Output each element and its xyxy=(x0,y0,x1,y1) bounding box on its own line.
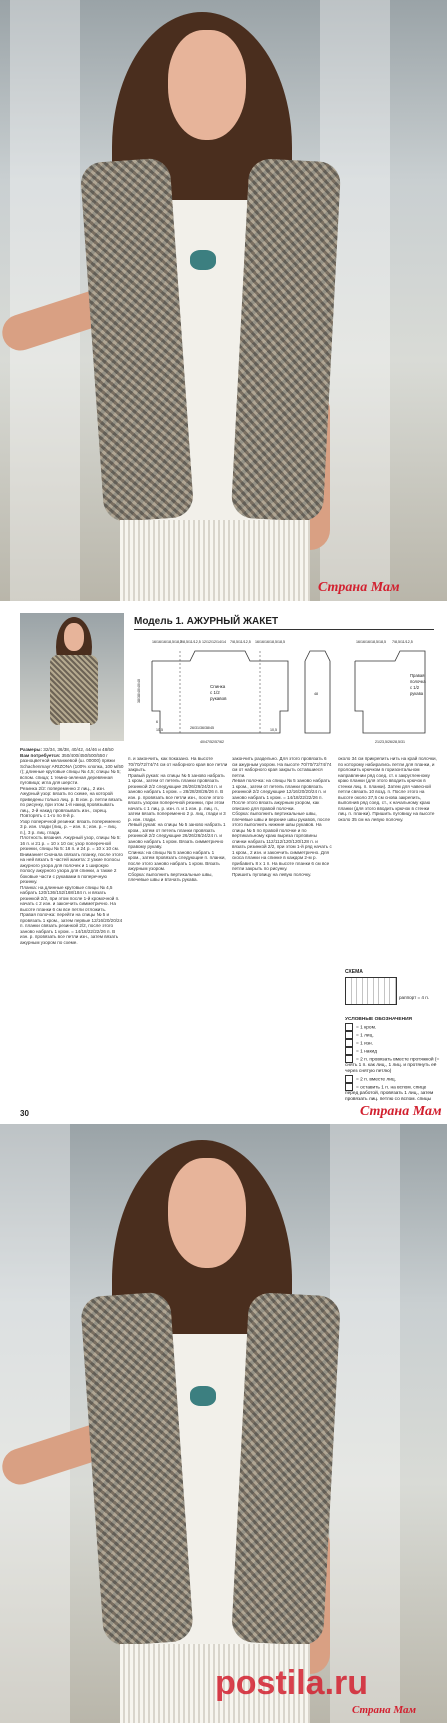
symbol-icon xyxy=(345,1047,353,1055)
front-label-1: Правая xyxy=(410,673,425,678)
legend-text: = оставить 1 п. на вспом. спице перед работой, провязать 1 лиц., затем провязать лиц. петлю со вспом. спицы xyxy=(345,1085,434,1102)
top-dim: 12/12/12/14/14 xyxy=(202,640,226,644)
paragraph: Левая полочка: на спицы № 5 заново набрать 1 кром., затем от петель планки провязать резинкой 2/2 следующие 12/16/20/20/24 п. и заново набрать 1 кром. = 14/18/22/22/26 п. После этого вязать ажурным узором, как описано для правой полочки. xyxy=(232,778,331,811)
jacket-button xyxy=(190,1386,216,1406)
front-bottom-dim: 21/23,5/26/28,5/31 xyxy=(375,740,405,744)
top-photo xyxy=(0,0,447,601)
bottom-dim: 26/31/36/38/45 xyxy=(190,726,214,730)
magazine-page xyxy=(0,601,447,1124)
jacket-button xyxy=(190,250,216,270)
skirt-fringe xyxy=(120,520,310,601)
page-number: 30 xyxy=(20,1109,29,1118)
paragraph: закончить раздельно. Для этого провязать 6 см ажурным узором. На высоте 70/70/72/74/74 см от наборного края закрыть оставшиеся петли. xyxy=(232,756,332,778)
paragraph: п. и закончить, как показано. На высоте 70/70/72/74/74 см от наборного края все петли закрыть. xyxy=(128,756,228,772)
model-face xyxy=(168,30,246,140)
paragraph: Планка: на длинные круговые спицы № 4,5 набрать 120/136/152/168/184 п. и вязать резинкой 2/2, при этом после 1-й кромочной п. начать с 2 изн. и закончить симметрично. На высоте планки 6 см все петли отложить. xyxy=(20,884,120,912)
legend xyxy=(345,1017,440,1102)
jacket-right xyxy=(231,158,342,522)
side-label: 48 xyxy=(314,692,318,696)
legend-text: = 1 изн. xyxy=(356,1041,373,1047)
small-dim: 6 xyxy=(156,720,158,724)
paragraph: Внимание! Сначала связать планку, после этого на ней вязать 5 частей жакета: 2 узкие полосы ажурного узора для полочек и 1 широкую полосу ажурного узора для спинки, а также 2 боковые части с рукавами в поперечную резинку. xyxy=(20,851,123,884)
front-label-4: рукава xyxy=(410,691,424,696)
legend-item xyxy=(345,1031,440,1039)
sizes-value: 32/34, 36/38, 40/42, 44/46 и 48/50 xyxy=(43,747,114,752)
pattern-diagram xyxy=(130,633,440,753)
legend-item xyxy=(345,1055,440,1075)
small-dim: 10,5 xyxy=(270,728,277,732)
legend-text: = 2 п. вместе лиц. xyxy=(356,1076,396,1082)
text-column-2 xyxy=(128,756,228,1106)
back-label-2: с 1/2 xyxy=(210,690,220,695)
symbol-icon xyxy=(345,1031,353,1039)
legend-item xyxy=(345,1075,440,1083)
paragraph: Спинка: на спицы № 5 заново набрать 1 кром., затем провязать следующие п. планки, после этого заново набрать 1 кром. Вязать ажурным узором. xyxy=(128,849,226,871)
back-outline xyxy=(152,651,288,733)
jacket-right xyxy=(231,1292,341,1646)
materials-text: 350/400/450/500/550 г разноцветной меланжевой (ш. 00000) пряжи Schachenmayr ARIZONA (100% хлопка, 100 м/50 г); длинные круговые спицы № 4,5; спицы № 5; вспом. спица; 1 темно-зеленая деревянная пуговица; игла для шерсти. xyxy=(20,752,124,785)
back-label-1: Спинка xyxy=(210,684,226,689)
sizes-heading: Размеры: xyxy=(20,747,42,752)
thumbnail-skirt xyxy=(60,723,90,741)
paragraph: Правая полочка: перейти на спицы № 5 и провязать 1 кром., затем первые 12/16/20/20/24 п. планки связать резинкой 2/2, после этого заново набрать 1 кром. = 14/18/22/22/26 п. В изн. р. провязать все петли изн., затем вязать ажурным узором по схеме. xyxy=(20,912,123,945)
top-dim: 16/16/16/18,5/18,5 xyxy=(255,640,285,644)
watermark-bottom: postila.ru xyxy=(215,1664,369,1702)
thumbnail-jacket xyxy=(50,655,98,725)
paragraph: околo 34 см прикрепить нить на край полочки, по которому набирались петли для планки, и проложить крючком в горизонтальном направлении ряд соед. ст. к закругленному краю планки (для этого вводить крючок в стенки лиц. п. планки). Затем для чавесной петли связать 10 возд. п. После этого на высоте около 37,5 см снова закрепить, выполнив ряд соед. ст., к начальному краю планки (для этого вводить крючок в стенки лиц. п. планки). Пришить пуговицу на высоте около 35 см на левую полочку. xyxy=(338,756,437,822)
watermark-bottom-small: Страна Мам xyxy=(352,1704,417,1716)
symbol-icon xyxy=(345,1023,353,1031)
materials-heading: Вам потребуется: xyxy=(20,752,61,758)
model-face xyxy=(168,1158,246,1268)
back-label-3: рукавов xyxy=(210,696,227,701)
legend-item xyxy=(345,1023,440,1031)
legend-text: = 2 п. провязать вместе протяжкой (= снять 1 п. как лиц., 1 лиц. и протянуть её через снятую петлю) xyxy=(345,1057,440,1074)
text-column-1 xyxy=(20,747,124,1107)
legend-item xyxy=(345,1039,440,1047)
paragraph: Узор поперечной резинки: вязать попеременно 3 р. изн. глади (лиц. р. – изн. п.; изн. р. – лиц. п.), 3 р. лиц. глади. xyxy=(20,818,121,835)
text-column-4 xyxy=(338,756,438,966)
small-dim: 10,5 xyxy=(156,728,163,732)
bottom-total: 40/47/52/57/62 xyxy=(200,740,224,744)
legend-item xyxy=(345,1047,440,1055)
title-rule xyxy=(134,629,434,630)
paragraph: Пришить пуговицу на левую полочку. xyxy=(232,871,312,877)
bottom-photo xyxy=(0,1124,447,1723)
model-title: Модель 1. АЖУРНЫЙ ЖАКЕТ xyxy=(134,616,279,627)
symbol-icon xyxy=(345,1039,353,1047)
top-dim: 7/8,5/11/12,5 xyxy=(230,640,251,644)
symbol-icon xyxy=(345,1075,353,1083)
height-label: 38/38/40/40/40 xyxy=(137,679,141,703)
watermark-middle: Страна Мам xyxy=(360,1104,442,1119)
schema-note: раппорт = 4 п. xyxy=(399,995,430,1000)
thumbnail-face xyxy=(64,623,84,651)
front-top-dim: 7/8,5/11/12,5 xyxy=(392,640,413,644)
legend-text: = 1 кром. xyxy=(356,1025,377,1031)
front-label-2: полочка xyxy=(410,679,426,684)
top-dim: 16/16/16/18,5/18,5 xyxy=(152,640,182,644)
paragraph: Сборка: выполнить вертикальные швы, плечевые швы и верхние швы рукавов, после этого выполнить нижние швы рукавов. На спицы № 5 по правой полочке и по вертикальному краю выреза горловины спинки набрать 112/112/120/120/128 п. и вязать резинкой 2/2, при этом 1-й ряд начать с 1 кром., 2 изн. и закончить симметрично. Для скоса планки на спинке в каждом 2-м р. прибавить 8 х 1 п. На высоте планки 6 см все петли закрыть по рисунку. xyxy=(232,811,332,871)
legend-title: УСЛОВНЫЕ ОБОЗНАЧЕНИЯ xyxy=(345,1017,412,1022)
legend-text: = 1 лиц. xyxy=(356,1033,374,1039)
schema-grid xyxy=(345,977,397,1005)
legend-item xyxy=(345,1083,440,1103)
front-label-3: с 1/2 xyxy=(410,685,420,690)
symbol-icon xyxy=(345,1083,353,1091)
paragraph: Ажурный узор: вязать по схеме, на которой приведены только лиц. р. В изн. р. петли вязать по рисунку, при этом 1-й накид провязывать лиц., 2-й накид провязывать изн., скрещ. Повторять с 1-го по 8-й р. xyxy=(20,791,123,818)
front-top-dim: 16/16/16/18,5/18,5 xyxy=(356,640,386,644)
top-dim: 7/8,5/11/12,5 xyxy=(180,640,201,644)
thumbnail-photo xyxy=(20,613,124,741)
stitch-schema xyxy=(345,969,435,1009)
legend-text: = 1 накид xyxy=(356,1049,378,1055)
schema-title: СХЕМА xyxy=(345,969,363,975)
watermark-top: Страна Мам xyxy=(318,580,400,595)
paragraph: Плотность вязания. Ажурный узор, спицы № 5: 16 п. и 21 р. = 10 х 10 см; узор поперечной резинки, спицы № 5: 16 п. и 24 р. = 10 х 10 см. xyxy=(20,835,121,851)
window-light xyxy=(330,1124,400,1723)
paragraph: Резинка 2/2: попеременно 2 лиц., 2 изн. xyxy=(20,785,106,791)
window-light xyxy=(0,1124,70,1723)
paragraph: Сборка: выполнить вертикальные швы, плечевые швы и втачать рукава. xyxy=(128,871,213,882)
symbol-icon xyxy=(345,1055,353,1063)
paragraph: Правый рукав: на спицы № 5 заново набрать 1 кром., затем от петель планки провязать резинкой 2/2 следующие 26/26/26/24/24 п. и заново набрать 1 кром. = 28/28/28/26/26 п. В изн. р. провязать все петли изн., после этого вязать узором поперечной резинки, при этом начать с 1 лиц. р. изн. п. и 1 изн. р. лиц. п., затем вязать попеременно 2 р. лиц. глади и 3 р. изн. глади. xyxy=(128,772,226,822)
paragraph: Левый рукав: на спицы № 5 заново набрать 1 кром., затем от петель планки провязать резинкой 2/2 следующие 26/26/26/24/24 п. и заново набрать 1 кром. Вязать симметрично правому рукаву. xyxy=(128,822,226,849)
text-column-3 xyxy=(232,756,332,1106)
